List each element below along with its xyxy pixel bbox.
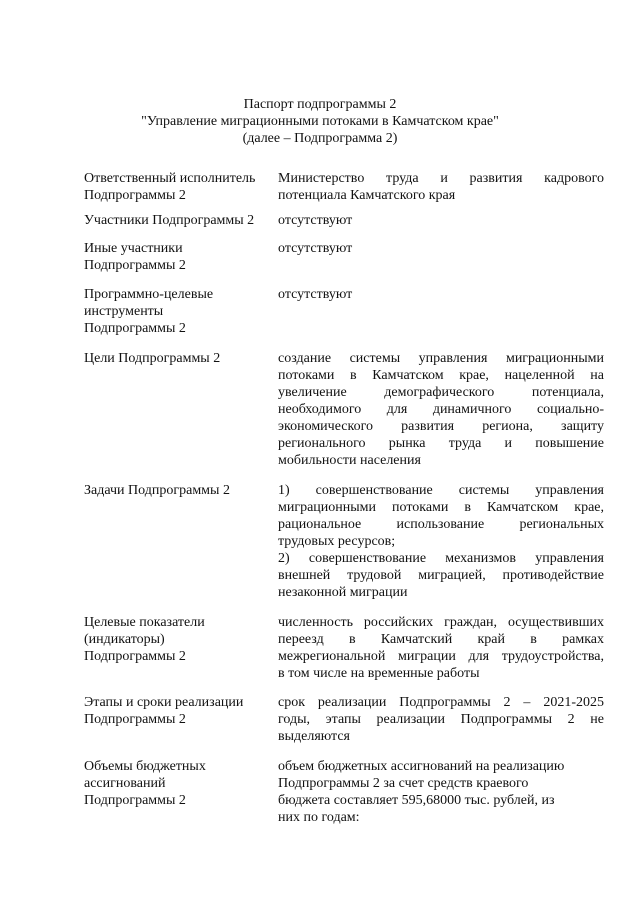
row-label <box>84 482 276 499</box>
row-label <box>84 240 276 274</box>
row-label <box>84 614 276 665</box>
row-label-line: ассигнований <box>84 776 166 791</box>
row-label-line: Подпрограммы 2 <box>84 321 186 336</box>
row-value-line: годы, этапы реализации Подпрограммы 2 не <box>278 712 604 727</box>
row-value-line: бюджета составляет 595,68000 тыс. рублей, из <box>278 793 555 808</box>
row-value <box>278 286 604 303</box>
row-label <box>84 286 276 337</box>
row-label-line: Подпрограммы 2 <box>84 712 186 727</box>
row-value <box>278 694 604 745</box>
row-value-line: отсутствуют <box>278 241 353 256</box>
row-label-line: Участники Подпрограммы 2 <box>84 213 255 228</box>
row-label-line: Ответственный исполнитель <box>84 171 256 186</box>
passport-title <box>0 96 640 147</box>
row-label <box>84 694 276 728</box>
row-label-line: Подпрограммы 2 <box>84 188 186 203</box>
row-value <box>278 350 604 469</box>
row-value-line: внешней трудовой миграцией, противодействие <box>278 568 604 583</box>
row-label-line: Программно-целевые <box>84 287 214 302</box>
row-value <box>278 240 604 257</box>
row-label <box>84 170 276 204</box>
row-value-line: отсутствуют <box>278 287 353 302</box>
row-label-line: Иные участники <box>84 241 183 256</box>
row-label-line: Подпрограммы 2 <box>84 258 186 273</box>
row-value-line: незаконной миграции <box>278 585 408 600</box>
row-value-line: увеличение демографического потенциала, <box>278 385 604 400</box>
row-value-line: потенциала Камчатского края <box>278 188 456 203</box>
row-value-line: регионального рынка труда и повышение <box>278 436 604 451</box>
row-value-line: миграционными потоками в Камчатском крае, <box>278 500 604 515</box>
row-label-line: Подпрограммы 2 <box>84 649 186 664</box>
row-value-line: потоками в Камчатском крае, нацеленной на <box>278 368 604 383</box>
row-value-line: создание системы управления миграционными <box>278 351 604 366</box>
row-value-line: рациональное использование региональных <box>278 517 604 532</box>
row-value-line: численность российских граждан, осуществивших <box>278 615 604 630</box>
title-line-1: Паспорт подпрограммы 2 <box>243 97 397 112</box>
row-value-line: экономического развития региона, защиту <box>278 419 604 434</box>
row-label-line: Задачи Подпрограммы 2 <box>84 483 230 498</box>
row-value-line: межрегиональной миграции для трудоустройства, <box>278 649 604 664</box>
row-label-line: (индикаторы) <box>84 632 165 647</box>
row-value-line: Подпрограммы 2 за счет средств краевого <box>278 776 529 791</box>
row-label-line: Целевые показатели <box>84 615 205 630</box>
row-value-line: Министерство труда и развития кадрового <box>278 171 604 186</box>
row-value-line: выделяются <box>278 729 350 744</box>
row-label <box>84 758 276 809</box>
row-label-line: Этапы и сроки реализации <box>84 695 244 710</box>
row-value-line: объем бюджетных ассигнований на реализацию <box>278 759 565 774</box>
row-value-line: отсутствуют <box>278 213 353 228</box>
row-label <box>84 212 276 229</box>
row-label-line: Подпрограммы 2 <box>84 793 186 808</box>
row-value-line: в том числе на временные работы <box>278 666 480 681</box>
row-value <box>278 170 604 204</box>
title-line-2: "Управление миграционными потоками в Камчатском крае" <box>141 114 499 129</box>
row-value <box>278 758 604 826</box>
row-value-line: переезд в Камчатский край в рамках <box>278 632 604 647</box>
row-value-line: срок реализации Подпрограммы 2 – 2021-2025 <box>278 695 604 710</box>
title-line-3: (далее – Подпрограмма 2) <box>242 131 398 146</box>
row-value-line: 1) совершенствование системы управления <box>278 483 604 498</box>
row-label-line: Объемы бюджетных <box>84 759 206 774</box>
row-label-line: инструменты <box>84 304 164 319</box>
row-label-line: Цели Подпрограммы 2 <box>84 351 221 366</box>
row-value <box>278 482 604 601</box>
row-value <box>278 614 604 682</box>
row-label <box>84 350 276 367</box>
row-value-line: трудовых ресурсов; <box>278 534 396 549</box>
row-value-line: 2) совершенствование механизмов управления <box>278 551 604 566</box>
row-value-line: мобильности населения <box>278 453 421 468</box>
row-value-line: них по годам: <box>278 810 360 825</box>
row-value <box>278 212 604 229</box>
row-value-line: необходимого для динамичного социально- <box>278 402 604 417</box>
